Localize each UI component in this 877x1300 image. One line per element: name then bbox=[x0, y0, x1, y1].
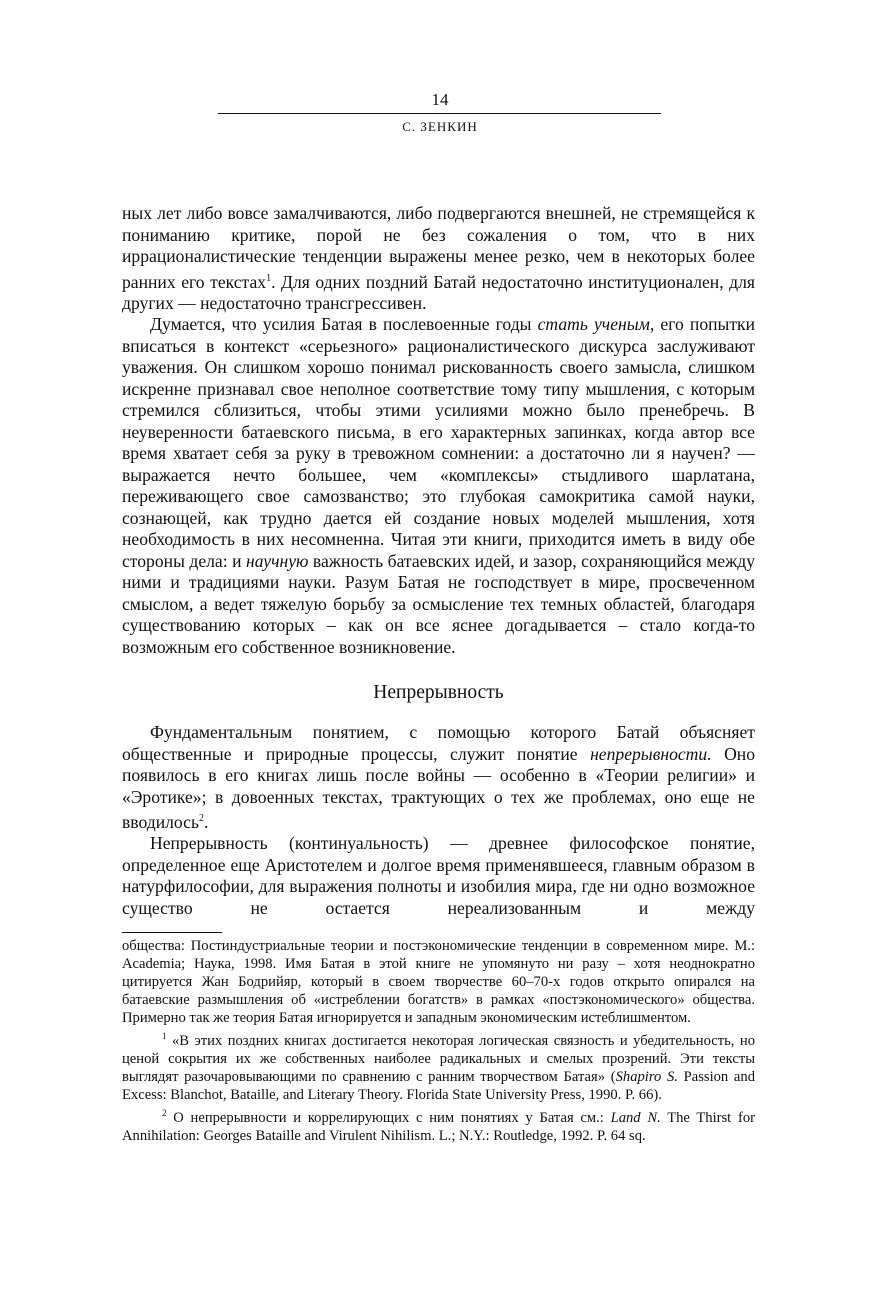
section-heading: Непрерывность bbox=[373, 682, 504, 703]
paragraph: Думается, что усилия Батая в послевоенные годы стать ученым, его попытки вписаться в контекст «серьезного» рационалистического дискурса заслуживают уважения. Он слишком хорошо понимал рискованность своего замысла, слишком искренне признавал свое неполное соответствие тому типу мышления, с которым стремился сблизиться, чтобы этими усилиями можно было пренебречь. В неуверенности батаевского письма, в его характерных запинках, когда автор все время хватает себя за руку в тревожном сомнении: а достаточно ли я научен? — выражается нечто большее, чем «комплексы» стыдливого шарлатана, переживающего свое самозванство; это глубокая самокритика самой науки, сознающей, как трудно дается ей создание новых моделей мышления, хотя необходимость в них несомненна. Читая эти книги, приходится иметь в виду обе стороны дела: и научную важность батаевских идей, и зазор, сохраняющийся между ними и традициями науки. Разум Батая не господствует в мире, просвеченном смыслом, а ведет тяжелую борьбу за осмысление тех темных областей, благодаря существованию которых – как он все яснее догадывается – стало когда-то возможным его собственное возникновение. bbox=[122, 314, 756, 657]
footnote-2: $^2$ О непрерывности и коррелирующих с ним понятиях у Батая см.: Land N. The Thirst for Annihilation: Georges Bataille and Virulent Nihilism. L.; N.Y.: Routledge, 1992. P. 64 sq. bbox=[122, 1107, 756, 1144]
footnote-mark: 1 bbox=[162, 1031, 167, 1041]
paragraph: ных лет либо вовсе замалчиваются, либо подвергаются внешней, не стремящейся к пониманию критике, порой не без сожаления о том, что в них иррационалистические тенденции выражены менее резко, чем в некоторых более ранних его текстах$^1$. Для одних поздний Батай недостаточно институционален, для других — недостаточно трансгрессивен. bbox=[122, 203, 755, 313]
header-rule bbox=[218, 113, 661, 114]
section-text bbox=[122, 722, 755, 919]
footnote-ref[interactable]: 1 bbox=[266, 272, 272, 284]
footnote-ref[interactable]: 2 bbox=[199, 813, 204, 824]
paragraph: Фундаментальным понятием, с помощью которого Батай объясняет общественные и природные процессы, служит понятие непрерывности. Оно появилось в его книгах лишь после войны — особенно в «Теории религии» и «Эротике»; в довоенных текстах, трактующих о тех же проблемах, оно еще не вводилось$^2$. bbox=[122, 722, 755, 832]
paragraph: Непрерывность (континуальность) — древнее философское понятие, определенное еще Аристотелем и долгое время применявшееся, главным образом в натурфилософии, для выражения полноты и изобилия мира, где ни одно возможное существо не остается нереализованным и между bbox=[122, 833, 755, 918]
footnote-continued: общества: Постиндустриальные теории и постэкономические тенденции в современном мире. М.: Academia; Наука, 1998. Имя Батая в этой книге не упомянуто ни разу – хотя неоднократно цитируется Жан Бодрийяр, который в своем творчестве 60–70-х годов открыто опирался на батаевские размышления об «истреблении богатств» в рамках «постэкономического» общества. Примерно так же теория Батая игнорируется и западным экономическим истеблишментом. bbox=[122, 938, 755, 1026]
page-number: 14 bbox=[431, 90, 449, 109]
footnote-mark: 2 bbox=[162, 1107, 167, 1118]
footnote-rule bbox=[122, 932, 222, 933]
footnote-1: $^1$ «В этих поздних книгах достигается некоторая логическая связность и убедительность, но ценой сокрытия их же собственных наиболее радикальных и смелых прозрений. Эти тексты выглядят разочаровывающими по сравнению с ранним творчеством Батая» (Shapiro S. Passion and Excess: Blanchot, Bataille, and Literary Theory. Florida State University Press, 1990. P. 66). bbox=[122, 1031, 756, 1103]
footnotes bbox=[122, 937, 755, 1145]
running-head: С. ЗЕНКИН bbox=[402, 119, 478, 134]
main-text bbox=[122, 203, 755, 658]
